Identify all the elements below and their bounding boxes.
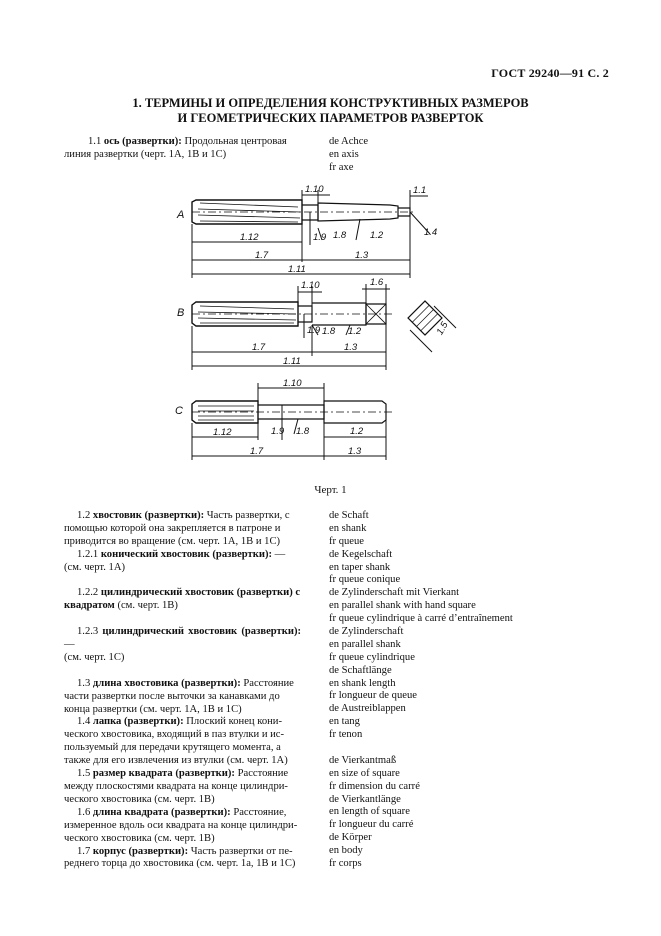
translation-en: en shank <box>329 522 367 534</box>
translation-de: de Achce <box>329 136 369 147</box>
definition-text-line: измеренное вдоль оси квадрата на конце цилиндри- <box>64 819 298 831</box>
label-c-1-7: 1.7 <box>250 446 264 457</box>
definition-text-line: линия развертки (черт. 1А, 1В и 1С) <box>64 148 227 160</box>
definition-number: 1.2.3 <box>77 626 99 638</box>
translation-fr: fr queue cylindrique <box>329 651 415 663</box>
definition-number: 1.2.1 <box>77 548 99 560</box>
translation-fr: fr dimension du carré <box>329 780 420 792</box>
definition-text: Продольная центровая <box>184 136 287 147</box>
definition-number: 1.1 <box>88 136 102 147</box>
label-a-1-9: 1.9 <box>313 232 327 243</box>
definition-text: — <box>274 548 286 560</box>
definition-text-line: ческого хвостовика (см. черт. 1В) <box>64 832 215 844</box>
translation-de: de Zylinderschaft <box>329 626 404 638</box>
definition-text-line: (см. черт. 1А) <box>64 561 126 573</box>
label-c-1-9: 1.9 <box>271 426 285 437</box>
definition-1-7 <box>64 846 301 872</box>
label-c-1-3: 1.3 <box>348 446 362 457</box>
label-a-1-7: 1.7 <box>255 250 269 261</box>
definition-term: квадратом <box>64 600 115 612</box>
definition-number: 1.2.2 <box>77 587 99 599</box>
definition-text-line: конца развертки (см. черт. 1А, 1В и 1С) <box>64 703 242 715</box>
translation-fr: fr queue cylindrique à carré d’entraînement <box>329 613 513 625</box>
label-b-1-7: 1.7 <box>252 342 266 353</box>
definition-1-2-3 <box>64 626 301 665</box>
label-b-1-2: 1.2 <box>348 326 362 337</box>
translation-fr: fr queue conique <box>329 574 401 586</box>
label-b-1-9: 1.9 <box>307 325 321 336</box>
definition-1-2-1 <box>64 549 301 575</box>
translation-en: en parallel shank <box>329 638 401 650</box>
definition-text-line: также для его извлечения из втулки (см. черт. 1А) <box>64 755 288 767</box>
translation-fr: fr tenon <box>329 729 363 741</box>
translation-fr: fr corps <box>329 858 362 870</box>
definition-1-1 <box>64 136 301 162</box>
label-a-1-8: 1.8 <box>333 230 347 241</box>
definition-term: длина хвостовика (развертки): <box>92 677 241 689</box>
translations-column <box>329 510 629 871</box>
definition-text-line: ческого хвостовика, входящий в паз втулки и ис- <box>64 729 285 741</box>
label-a-1-12: 1.12 <box>240 232 259 243</box>
translations-1-1 <box>329 136 629 175</box>
figure-letter-c: C <box>175 405 183 417</box>
definition-text: Расстояние, <box>233 806 287 818</box>
translation-de: de Austreiblappen <box>329 703 406 715</box>
figure-letter-a: A <box>177 209 185 221</box>
definition-text-line: пользуемый для передачи крутящего момента, а <box>64 742 281 754</box>
definition-text-line: помощью которой она закрепляется в патроне и <box>64 522 281 534</box>
label-a-1-10: 1.10 <box>305 184 324 195</box>
figure-letter-b: B <box>177 307 185 319</box>
definition-1-2 <box>64 510 301 549</box>
label-c-1-10: 1.10 <box>283 378 302 389</box>
definition-term: цилиндрический хвостовик (развертки): <box>102 626 301 638</box>
translation-en: en shank length <box>329 677 396 689</box>
translation-de: de Körper <box>329 832 372 844</box>
label-c-1-8: 1.8 <box>296 426 310 437</box>
translation-de: de Vierkantlänge <box>329 793 401 805</box>
page-header: ГОСТ 29240—91 С. 2 <box>491 66 609 80</box>
reamer-c <box>192 383 392 460</box>
label-a-1-2: 1.2 <box>370 230 384 241</box>
label-b-1-11: 1.11 <box>283 356 301 367</box>
translation-de: de Zylinderschaft mit Vierkant <box>329 587 460 599</box>
section-title-line-2: И ГЕОМЕТРИЧЕСКИХ ПАРАМЕТРОВ РАЗВЕРТОК <box>177 111 484 125</box>
translation-en: en axis <box>329 148 359 160</box>
definition-text-line: ческого хвостовика (см. черт. 1В) <box>64 793 215 805</box>
label-b-1-6: 1.6 <box>370 277 384 288</box>
definition-term: размер квадрата (развертки): <box>92 768 235 780</box>
definition-term: конический хвостовик (развертки): <box>100 548 273 560</box>
translation-fr: fr longueur du carré <box>329 819 414 831</box>
definition-number: 1.2 <box>77 510 91 521</box>
translation-en: en taper shank <box>329 561 391 573</box>
reamer-a <box>192 190 430 278</box>
label-b-1-5: 1.5 <box>434 320 451 337</box>
translation-fr: fr axe <box>329 161 354 173</box>
translation-fr: fr queue <box>329 535 364 547</box>
definition-text-line: реднего торца до хвостовика (см. черт. 1а, 1В и 1С) <box>64 858 296 870</box>
definition-term: корпус (развертки): <box>92 845 189 857</box>
definition-text: Расстояние <box>243 677 294 689</box>
definition-number: 1.5 <box>77 768 91 780</box>
definition-number: 1.6 <box>77 806 91 818</box>
label-a-1-1: 1.1 <box>413 185 427 196</box>
definition-text: Плоский конец кони- <box>186 716 282 728</box>
definition-text-line: (см. черт. 1С) <box>64 651 125 663</box>
label-a-1-4: 1.4 <box>424 227 438 238</box>
definition-text-line: приводится во вращение (см. черт. 1А, 1В и 1С) <box>64 535 281 547</box>
definition-text: Часть развертки от пе- <box>190 845 293 857</box>
definition-1-2-2 <box>64 587 301 613</box>
translation-de: de Kegelschaft <box>329 548 393 560</box>
label-b-1-10: 1.10 <box>301 280 320 291</box>
definition-1-6 <box>64 807 301 846</box>
definition-number: 1.3 <box>77 677 91 689</box>
label-b-1-8: 1.8 <box>322 326 336 337</box>
definition-1-4 <box>64 716 301 768</box>
definition-text: Часть развертки, с <box>206 510 290 521</box>
definition-number: 1.7 <box>77 845 91 857</box>
reamer-drawing <box>0 175 661 480</box>
label-b-1-3: 1.3 <box>344 342 358 353</box>
definition-term: ось (развертки): <box>103 136 182 147</box>
definition-term: цилиндрический хвостовик (развертки) с <box>100 587 301 599</box>
translation-fr: fr longueur de queue <box>329 690 417 702</box>
label-a-1-11: 1.11 <box>288 264 306 275</box>
section-title-line-1: 1. ТЕРМИНЫ И ОПРЕДЕЛЕНИЯ КОНСТРУКТИВНЫХ РАЗМЕРОВ <box>132 96 529 110</box>
definition-1-5 <box>64 768 301 807</box>
translation-en: en parallel shank with hand square <box>329 600 476 612</box>
translation-en: en length of square <box>329 806 410 818</box>
translation-en: en tang <box>329 716 360 728</box>
translation-en: en size of square <box>329 767 400 779</box>
definition-number: 1.4 <box>77 716 91 728</box>
label-a-1-3: 1.3 <box>355 250 369 261</box>
translation-de: de Schaft <box>329 510 369 521</box>
translation-de: de Vierkantmaß <box>329 754 397 766</box>
definition-term: хвостовик (развертки): <box>92 510 205 521</box>
definition-text: — <box>64 639 75 651</box>
definition-1-3 <box>64 678 301 717</box>
translation-de: de Schaftlänge <box>329 664 392 676</box>
label-c-1-2: 1.2 <box>350 426 364 437</box>
translation-en: en body <box>329 845 363 857</box>
definition-text: Расстояние <box>237 768 289 780</box>
definitions-column <box>64 510 301 871</box>
definition-term: длина квадрата (развертки): <box>92 806 231 818</box>
label-c-1-12: 1.12 <box>213 427 232 438</box>
definition-text-line: между плоскостями квадрата на конце цилиндри- <box>64 780 288 792</box>
figure-caption: Черт. 1 <box>314 484 347 496</box>
definition-term: лапка (развертки): <box>92 716 184 728</box>
definition-text-line: части развертки после выточки за канавками до <box>64 690 280 702</box>
definition-text: (см. черт. 1В) <box>117 600 178 612</box>
